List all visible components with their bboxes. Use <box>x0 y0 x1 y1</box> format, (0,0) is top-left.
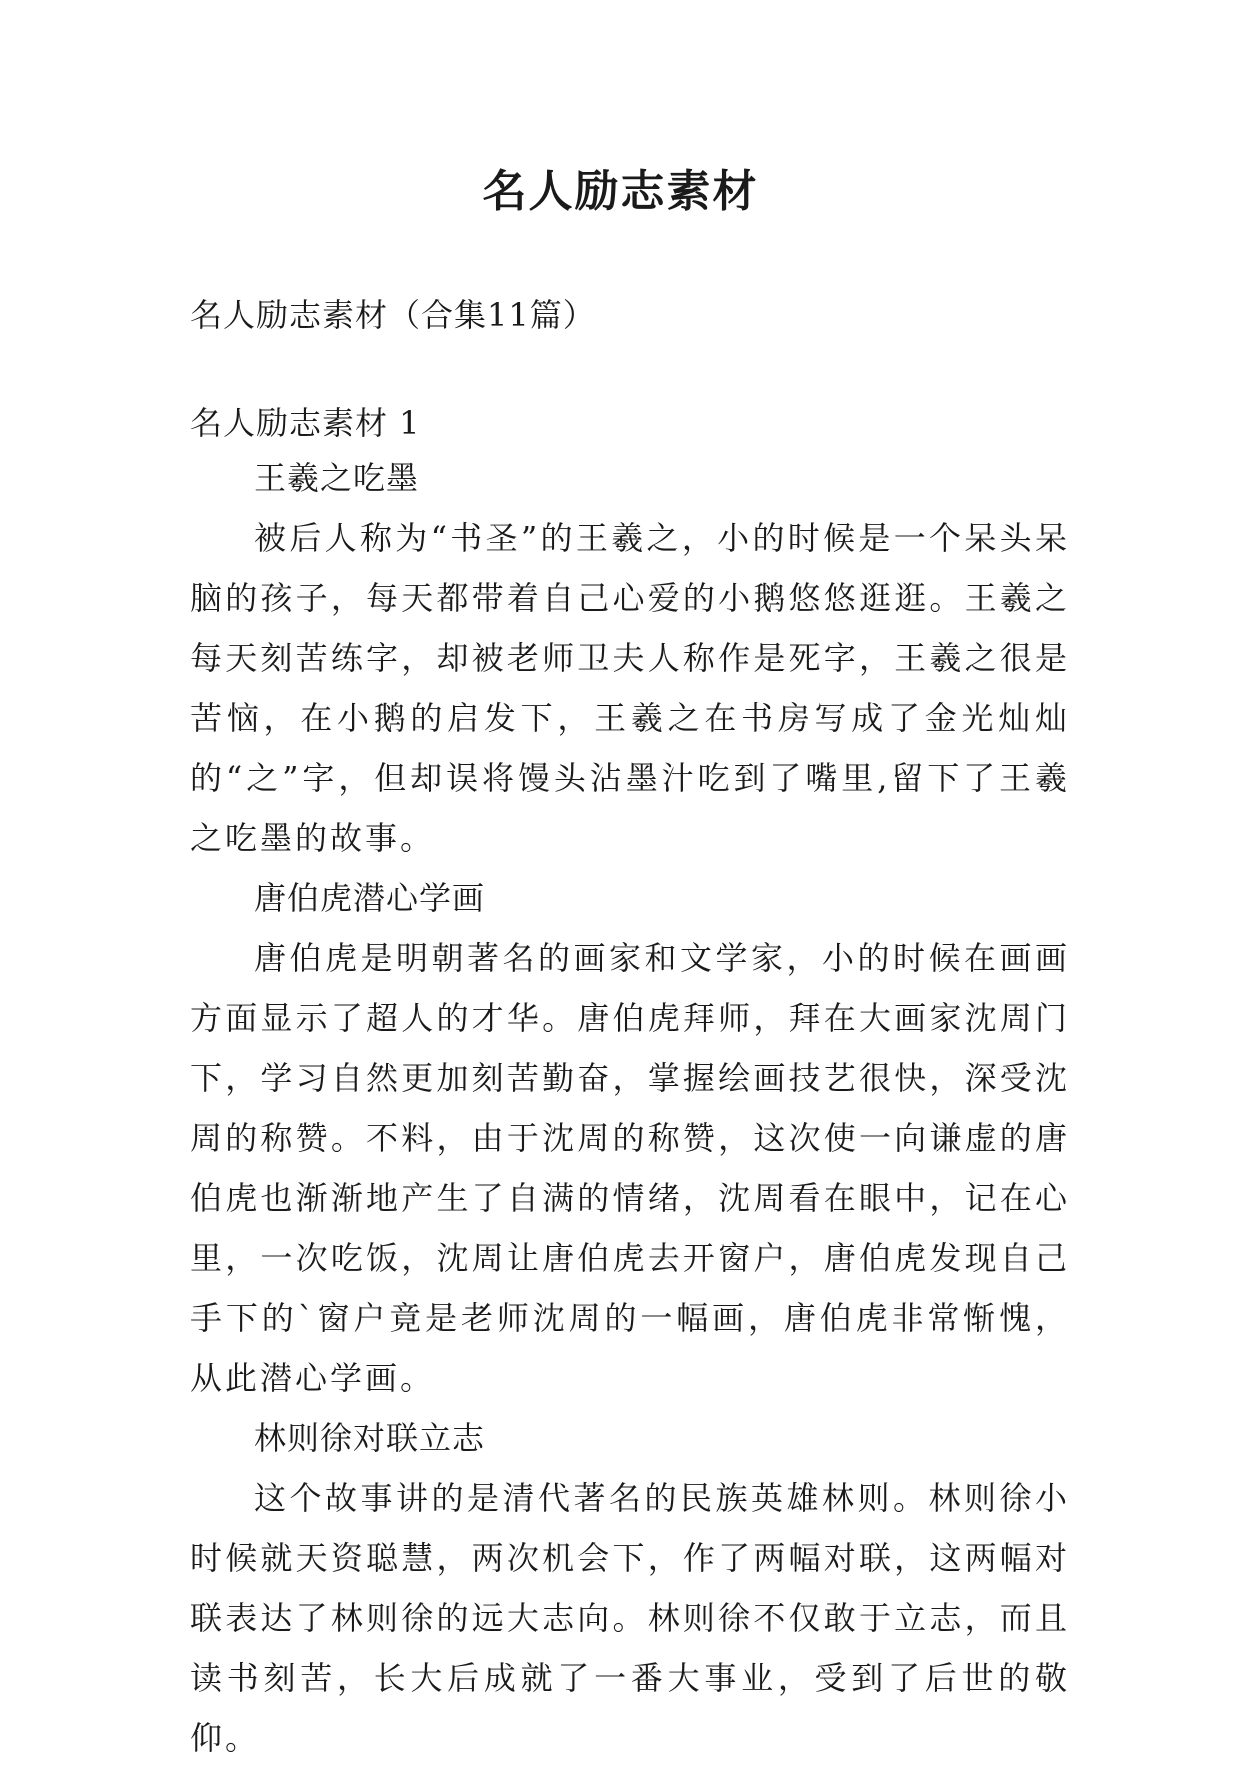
story-3 <box>190 1408 1070 1768</box>
story-title: 王羲之吃墨 <box>254 459 420 497</box>
story-body: 唐伯虎是明朝著名的画家和文学家，小的时候在画画方面显示了超人的才华。唐伯虎拜师，拜在大画家沈周门下，学习自然更加刻苦勤奋，掌握绘画技艺很快，深受沈周的称赞。不料，由于沈周的称赞，这次使一向谦虚的唐伯虎也渐渐地产生了自满的情绪，沈周看在眼中，记在心里，一次吃饭，沈周让唐伯虎去开窗户，唐伯虎发现自己手下的`窗户竟是老师沈周的一幅画，唐伯虎非常惭愧，从此潜心学画。 <box>190 939 1070 1397</box>
story-1 <box>190 448 1070 868</box>
story-title: 唐伯虎潜心学画 <box>254 879 486 917</box>
story-body: 被后人称为“书圣”的王羲之，小的时候是一个呆头呆脑的孩子，每天都带着自己心爱的小鹅悠悠逛逛。王羲之每天刻苦练字，却被老师卫夫人称作是死字，王羲之很是苦恼，在小鹅的启发下，王羲之在书房写成了金光灿灿的“之”字，但却误将馒头沾墨汁吃到了嘴里,留下了王羲之吃墨的故事。 <box>190 519 1070 857</box>
story-title: 林则徐对联立志 <box>254 1419 486 1457</box>
story-2 <box>190 868 1070 1408</box>
document-title: 名人励志素材 <box>482 166 759 217</box>
story-body: 这个故事讲的是清代著名的民族英雄林则。林则徐小时候就天资聪慧，两次机会下，作了两幅对联，这两幅对联表达了林则徐的远大志向。林则徐不仅敢于立志，而且读书刻苦，长大后成就了一番大事业，受到了后世的敬仰。 <box>190 1479 1070 1757</box>
document-content <box>190 290 1070 1768</box>
document-subtitle: 名人励志素材（合集11篇） <box>190 296 596 334</box>
section-heading: 名人励志素材 1 <box>190 404 421 442</box>
